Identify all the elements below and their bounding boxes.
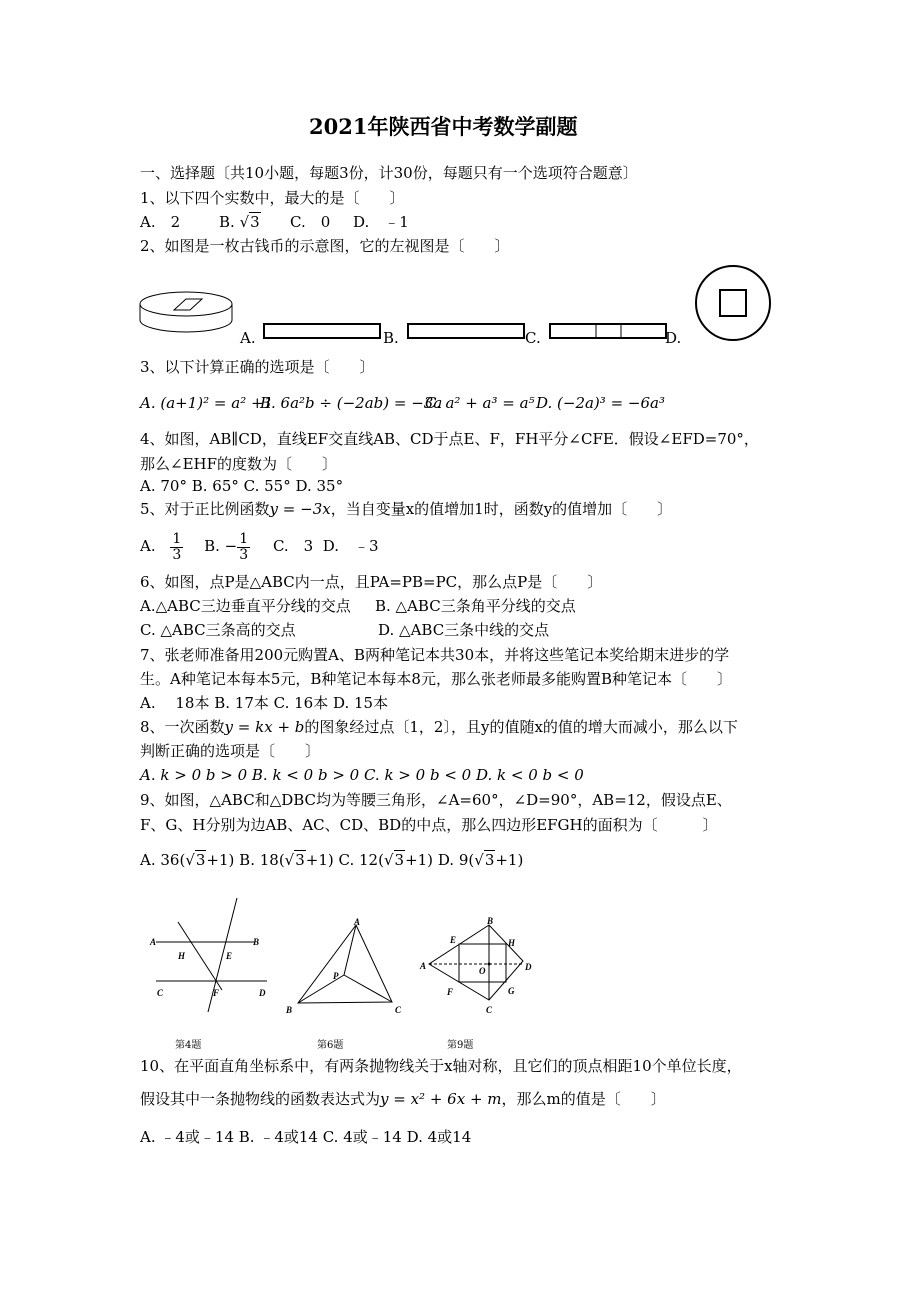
q7-options: A. 18本 B. 17本 C. 16本 D. 15本 [140,694,389,712]
q9-line2: F、G、H分别为边AB、AC、CD、BD的中点，那么四边形EFGH的面积为〔 〕 [140,816,718,834]
q10-line2-b: ，那么m的值是〔 〕 [501,1090,666,1108]
q3-option-c: C. a² + a³ = a⁵ [425,394,535,412]
q8-stem-a: 8、一次函数 [140,718,225,736]
q9-a-radicand: 3 [195,851,206,869]
q5-stem-b: ，当自变量x的值增加1时，函数y的值增加〔 〕 [330,500,673,518]
q9-option-d: D. 9(√3+1) [437,851,524,869]
q2-option-b: B. [383,329,399,347]
q9-c-radicand: 3 [394,851,405,869]
q5-option-d: D. ﹣3 [322,537,379,555]
figure-9 [415,915,535,1020]
q7-line1: 7、张老师准备用200元购置A、B两种笔记本共30本，并将这些笔记本奖给期末进步的学 [140,646,730,664]
q2-option-a: A. [240,329,256,347]
q3-option-b: B. 6a²b ÷ (−2ab) = −3a [260,394,443,412]
q2-option-c-shape [549,323,667,339]
q5-option-a-label: A. [140,537,156,555]
q10-formula: y = x² + 6x + m [380,1090,502,1108]
q5-option-b-fraction [237,532,250,563]
q4-options: A. 70° B. 65° C. 55° D. 35° [140,477,344,495]
q9-option-c: C. 12(√3+1) [338,851,434,869]
q9-b-prefix: B. 18( [239,851,285,869]
q6-option-c: C. △ABC三条高的交点 [140,621,296,639]
fig4-label-b: B [253,937,260,947]
q8-options: A. k > 0 b > 0 B. k < 0 b > 0 C. k > 0 b < 0 D. k < 0 b < 0 [140,766,584,784]
q5-option-c: C. 3 [272,537,314,555]
figure-4 [140,890,280,1015]
q8-formula: y = kx + b [224,718,305,736]
q8-line1 [140,718,738,736]
q1-option-b-radicand: 3 [250,213,260,231]
q6-option-a: A.△ABC三边垂直平分线的交点 [140,597,351,615]
q1-stem: 1、以下四个实数中，最大的是〔 〕 [140,189,405,207]
fig4-label-a: A [150,937,157,947]
q8-stem-b: 的图象经过点〔1，2〕，且y的值随x的值的增大而减小，那么以下 [304,718,738,736]
fig6-caption: 第6题 [317,1040,344,1051]
q5-a-numerator: 1 [172,530,182,547]
q9-a-suffix: +1) [206,851,235,869]
fig9-caption: 第9题 [447,1040,474,1051]
fig6-label-p: P [333,971,339,981]
q6-stem: 6、如图，点P是△ABC内一点，且PA=PB=PC，那么点P是〔 〕 [140,573,603,591]
fig9-label-o: O [479,966,486,976]
q9-d-radicand: 3 [484,851,495,869]
q9-d-prefix: D. 9( [437,851,475,869]
q8-line2: 判断正确的选项是〔 〕 [140,742,321,760]
q5-options [140,528,379,564]
q3-option-d: D. (−2a)³ = −6a³ [536,394,665,412]
q9-line1: 9、如图，△ABC和△DBC均为等腰三角形，∠A=60°，∠D=90°，AB=12，假设点E、 [140,791,732,809]
q10-options: A. ﹣4或﹣14 B. ﹣4或14 C. 4或﹣14 D. 4或14 [140,1128,472,1146]
q2-option-c: C. [525,329,541,347]
fig9-label-c: C [486,1005,493,1015]
q3-option-a: A. (a+1)² = a² +1 [140,394,274,412]
q6-option-d: D. △ABC三条中线的交点 [378,621,550,639]
fig4-label-d: D [259,988,266,998]
q9-b-radicand: 3 [295,851,305,869]
q5-b-numerator: 1 [239,530,249,547]
coin-3d-figure [140,290,240,340]
q2-option-b-shape [407,323,525,339]
q9-c-prefix: C. 12( [338,851,384,869]
fig4-caption: 第4题 [175,1040,202,1051]
page-title: 2021年陕西省中考数学副题 [309,114,578,139]
q1-option-a: A. 2 [140,213,181,231]
q1-option-d: D. ﹣1 [353,213,409,231]
q3-stem: 3、以下计算正确的选项是〔 〕 [140,358,375,376]
fig9-label-e: E [450,935,457,945]
q4-line2: 那么∠EHF的度数为〔 〕 [140,455,338,473]
figure-6 [280,915,410,1025]
q2-option-a-shape [263,323,381,339]
fig6-label-b: B [286,1005,293,1015]
coin-front-view [694,264,774,344]
q1-option-b-label: B. [219,213,235,231]
q6-option-b: B. △ABC三条角平分线的交点 [375,597,576,615]
radical-sign: √ [239,213,250,231]
q9-option-b: B. 18(√3+1) [239,851,334,869]
q10-line2-a: 假设其中一条抛物线的函数表达式为 [140,1090,381,1108]
q5-option-a-fraction [170,532,183,563]
q4-line1: 4、如图，AB∥CD，直线EF交直线AB、CD于点E、F，FH平分∠CFE．假设∠EFD=70°， [140,430,759,448]
q1-option-b [219,213,261,231]
fig4-label-h: H [178,951,186,961]
q2-option-d: D. [665,329,682,347]
q5-stem [140,500,672,518]
q5-stem-a: 5、对于正比例函数 [140,500,270,518]
q9-option-a: A. 36(√3+1) [140,851,235,869]
q9-c-suffix: +1) [405,851,434,869]
section-heading: 一、选择题〔共10小题，每题3份，计30份，每题只有一个选项符合题意〕 [140,164,638,182]
fig9-label-b: B [487,916,494,926]
fig9-label-g: G [508,986,515,996]
q5-option-b-label: B. − [204,537,238,555]
fig4-label-f: F [213,988,220,998]
fig4-label-c: C [157,988,164,998]
q9-d-suffix: +1) [495,851,524,869]
q10-line2 [140,1090,666,1108]
q2-stem: 2、如图是一枚古钱币的示意图，它的左视图是〔 〕 [140,237,510,255]
fig9-label-d: D [525,962,532,972]
q9-options [140,851,523,869]
q10-line1: 10、在平面直角坐标系中，有两条抛物线关于x轴对称，且它们的顶点相距10个单位长度， [140,1057,742,1075]
fig6-label-a: A [354,917,361,927]
fig9-label-a: A [420,961,427,971]
q7-line2: 生。A种笔记本每本5元，B种笔记本每本8元，那么张老师最多能购置B种笔记本〔 〕 [140,670,732,688]
fig4-label-e: E [226,951,233,961]
fig9-label-f: F [447,987,454,997]
q1-option-c: C. 0 [290,213,331,231]
q5-formula: y = −3x [269,500,331,518]
q5-b-denominator: 3 [239,546,249,563]
q9-b-suffix: +1) [305,851,334,869]
q5-a-denominator: 3 [172,546,182,563]
fig6-label-c: C [395,1005,402,1015]
q9-a-prefix: A. 36( [140,851,186,869]
fig9-label-h: H [508,938,516,948]
